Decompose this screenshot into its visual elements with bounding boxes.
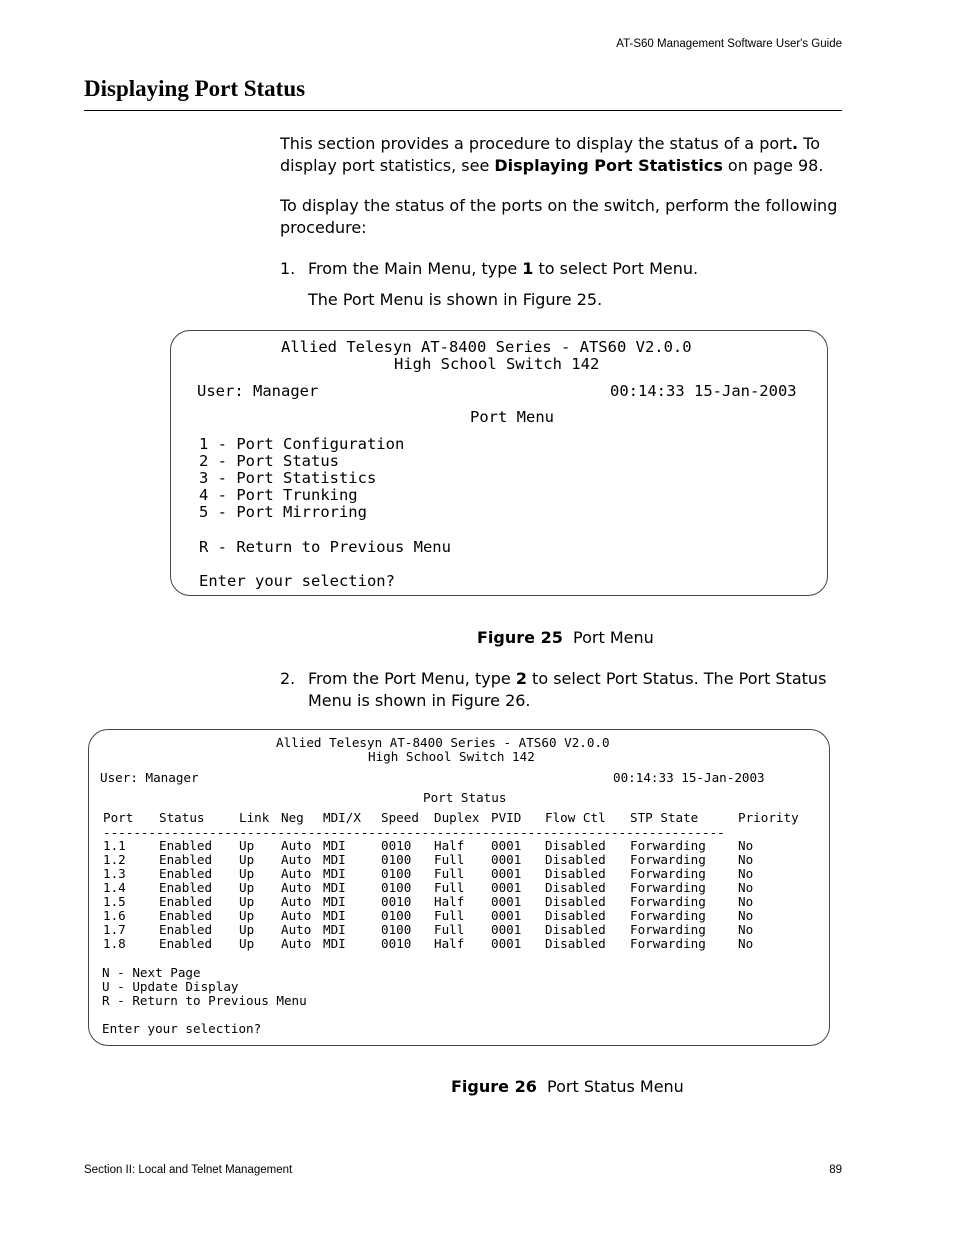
menu-item-port-configuration: 1 - Port Configuration [199,435,405,453]
step-1-text-a: From the Main Menu, type [308,259,523,278]
cell-link: Up [239,894,255,909]
cell-port: 1.1 [103,838,126,853]
step-1-note: The Port Menu is shown in Figure 25. [308,290,603,309]
cell-neg: Auto [281,880,312,895]
cell-speed: 0100 [381,880,412,895]
step-2 [280,668,840,712]
cell-link: Up [239,908,255,923]
cell-flow-ctl: Disabled [545,880,606,895]
menu-item-return: R - Return to Previous Menu [199,538,451,556]
cell-link: Up [239,866,255,881]
port-status-terminal [88,729,830,1046]
cell-port: 1.7 [103,922,126,937]
cell-link: Up [239,936,255,951]
cell-pvid: 0001 [491,936,522,951]
column-header-mdix: MDI/X [323,810,361,825]
column-header-neg: Neg [281,810,304,825]
cell-mdix: MDI [323,880,346,895]
cell-speed: 0100 [381,866,412,881]
cell-stp-state: Forwarding [630,866,706,881]
cell-port: 1.8 [103,936,126,951]
intro-paragraph-2: To display the status of the ports on the switch, perform the following procedure: [280,196,838,237]
terminal-menu-title: Port Status [423,790,507,805]
figure-25-caption [477,628,654,647]
cell-mdix: MDI [323,908,346,923]
cell-stp-state: Forwarding [630,908,706,923]
step-2-key: 2 [515,669,527,688]
menu-item-port-statistics: 3 - Port Statistics [199,469,377,487]
cell-mdix: MDI [323,894,346,909]
cell-priority: No [738,922,754,937]
section-title: Displaying Port Status [84,76,306,101]
cell-neg: Auto [281,852,312,867]
step-2-text-a: From the Port Menu, type [308,669,516,688]
cell-pvid: 0001 [491,880,522,895]
column-header-speed: Speed [381,810,419,825]
step-1-text-b: to select Port Menu. [533,259,699,278]
cell-status: Enabled [159,866,213,881]
cell-status: Enabled [159,880,213,895]
cell-duplex: Full [434,866,465,881]
cell-pvid: 0001 [491,908,522,923]
column-header-flow-ctl: Flow Ctl [545,810,606,825]
cell-speed: 0100 [381,852,412,867]
cell-status: Enabled [159,936,213,951]
cell-link: Up [239,880,255,895]
cell-priority: No [738,838,754,853]
column-header-status: Status [159,810,205,825]
step-1 [280,258,840,280]
terminal-timestamp: 00:14:33 15-Jan-2003 [610,382,797,400]
figure-26-title: Port Status Menu [547,1077,684,1096]
cell-stp-state: Forwarding [630,894,706,909]
cell-priority: No [738,866,754,881]
cell-duplex: Full [434,922,465,937]
cell-mdix: MDI [323,838,346,853]
cell-flow-ctl: Disabled [545,852,606,867]
figure-25-title: Port Menu [573,628,654,647]
footer-section: Section II: Local and Telnet Management [84,1164,293,1176]
cell-duplex: Half [434,894,465,909]
intro-period: . [792,134,799,153]
title-rule [84,110,842,111]
cell-status: Enabled [159,922,213,937]
cell-speed: 0010 [381,936,412,951]
cell-duplex: Half [434,838,465,853]
terminal-user: User: Manager [197,382,319,400]
cell-status: Enabled [159,908,213,923]
terminal-banner: Allied Telesyn AT-8400 Series - ATS60 V2.0.0 [276,735,610,750]
intro-text-c: on page 98. [722,156,824,175]
step-2-text-b: to select Port Status. The Port Status Menu is shown in Figure 26. [308,669,827,710]
cell-pvid: 0001 [491,866,522,881]
cell-link: Up [239,922,255,937]
cell-stp-state: Forwarding [630,838,706,853]
terminal-timestamp: 00:14:33 15-Jan-2003 [613,770,765,785]
option-update-display: U - Update Display [102,979,239,994]
cell-mdix: MDI [323,922,346,937]
cell-stp-state: Forwarding [630,852,706,867]
option-return: R - Return to Previous Menu [102,993,307,1008]
cell-status: Enabled [159,894,213,909]
cell-pvid: 0001 [491,894,522,909]
intro-text-b: To display port statistics, see [280,134,821,175]
cell-duplex: Full [434,908,465,923]
cell-duplex: Half [434,936,465,951]
terminal-switch-name: High School Switch 142 [394,355,600,373]
cell-flow-ctl: Disabled [545,838,606,853]
terminal-banner: Allied Telesyn AT-8400 Series - ATS60 V2.0.0 [281,338,692,356]
figure-26-label: Figure 26 [451,1077,537,1096]
terminal-prompt: Enter your selection? [102,1021,262,1036]
cell-neg: Auto [281,936,312,951]
column-header-link: Link [239,810,270,825]
cell-priority: No [738,880,754,895]
cell-port: 1.3 [103,866,126,881]
cell-flow-ctl: Disabled [545,894,606,909]
intro-paragraph-1 [280,133,840,177]
cell-speed: 0100 [381,908,412,923]
step-1-number: 1. [280,259,296,278]
running-header: AT-S60 Management Software User's Guide [616,38,842,50]
column-header-priority: Priority [738,810,799,825]
step-2-number: 2. [280,669,296,688]
figure-26-caption [451,1077,684,1096]
cell-speed: 0010 [381,894,412,909]
port-menu-terminal [170,330,828,596]
cell-flow-ctl: Disabled [545,922,606,937]
cell-port: 1.2 [103,852,126,867]
cell-duplex: Full [434,880,465,895]
option-next-page: N - Next Page [102,965,201,980]
cell-priority: No [738,908,754,923]
cell-priority: No [738,894,754,909]
cell-pvid: 0001 [491,852,522,867]
cell-neg: Auto [281,894,312,909]
cell-stp-state: Forwarding [630,922,706,937]
figure-25-label: Figure 25 [477,628,563,647]
cell-port: 1.5 [103,894,126,909]
cell-neg: Auto [281,866,312,881]
cell-flow-ctl: Disabled [545,908,606,923]
terminal-menu-title: Port Menu [470,408,554,426]
cell-speed: 0100 [381,922,412,937]
cell-duplex: Full [434,852,465,867]
cell-port: 1.4 [103,880,126,895]
column-header-duplex: Duplex [434,810,480,825]
menu-item-port-status: 2 - Port Status [199,452,339,470]
cell-flow-ctl: Disabled [545,866,606,881]
cell-status: Enabled [159,852,213,867]
menu-item-port-mirroring: 5 - Port Mirroring [199,503,367,521]
cell-stp-state: Forwarding [630,880,706,895]
cell-port: 1.6 [103,908,126,923]
cell-mdix: MDI [323,852,346,867]
cell-priority: No [738,852,754,867]
intro-text-a: This section provides a procedure to display the status of a port [280,134,792,153]
cell-link: Up [239,838,255,853]
cell-speed: 0010 [381,838,412,853]
terminal-prompt: Enter your selection? [199,572,395,590]
cell-priority: No [738,936,754,951]
terminal-switch-name: High School Switch 142 [368,749,535,764]
cell-link: Up [239,852,255,867]
cross-reference-link: Displaying Port Statistics [494,156,723,175]
column-header-pvid: PVID [491,810,522,825]
table-separator: ---------------------------------------------------------------------------------- [103,825,725,840]
cell-neg: Auto [281,838,312,853]
cell-mdix: MDI [323,866,346,881]
column-header-stp-state: STP State [630,810,699,825]
cell-neg: Auto [281,922,312,937]
cell-status: Enabled [159,838,213,853]
cell-mdix: MDI [323,936,346,951]
column-header-port: Port [103,810,134,825]
cell-flow-ctl: Disabled [545,936,606,951]
step-1-key: 1 [522,259,534,278]
page-number: 89 [829,1164,842,1176]
cell-neg: Auto [281,908,312,923]
cell-pvid: 0001 [491,838,522,853]
cell-pvid: 0001 [491,922,522,937]
terminal-user: User: Manager [100,770,199,785]
cell-stp-state: Forwarding [630,936,706,951]
menu-item-port-trunking: 4 - Port Trunking [199,486,358,504]
